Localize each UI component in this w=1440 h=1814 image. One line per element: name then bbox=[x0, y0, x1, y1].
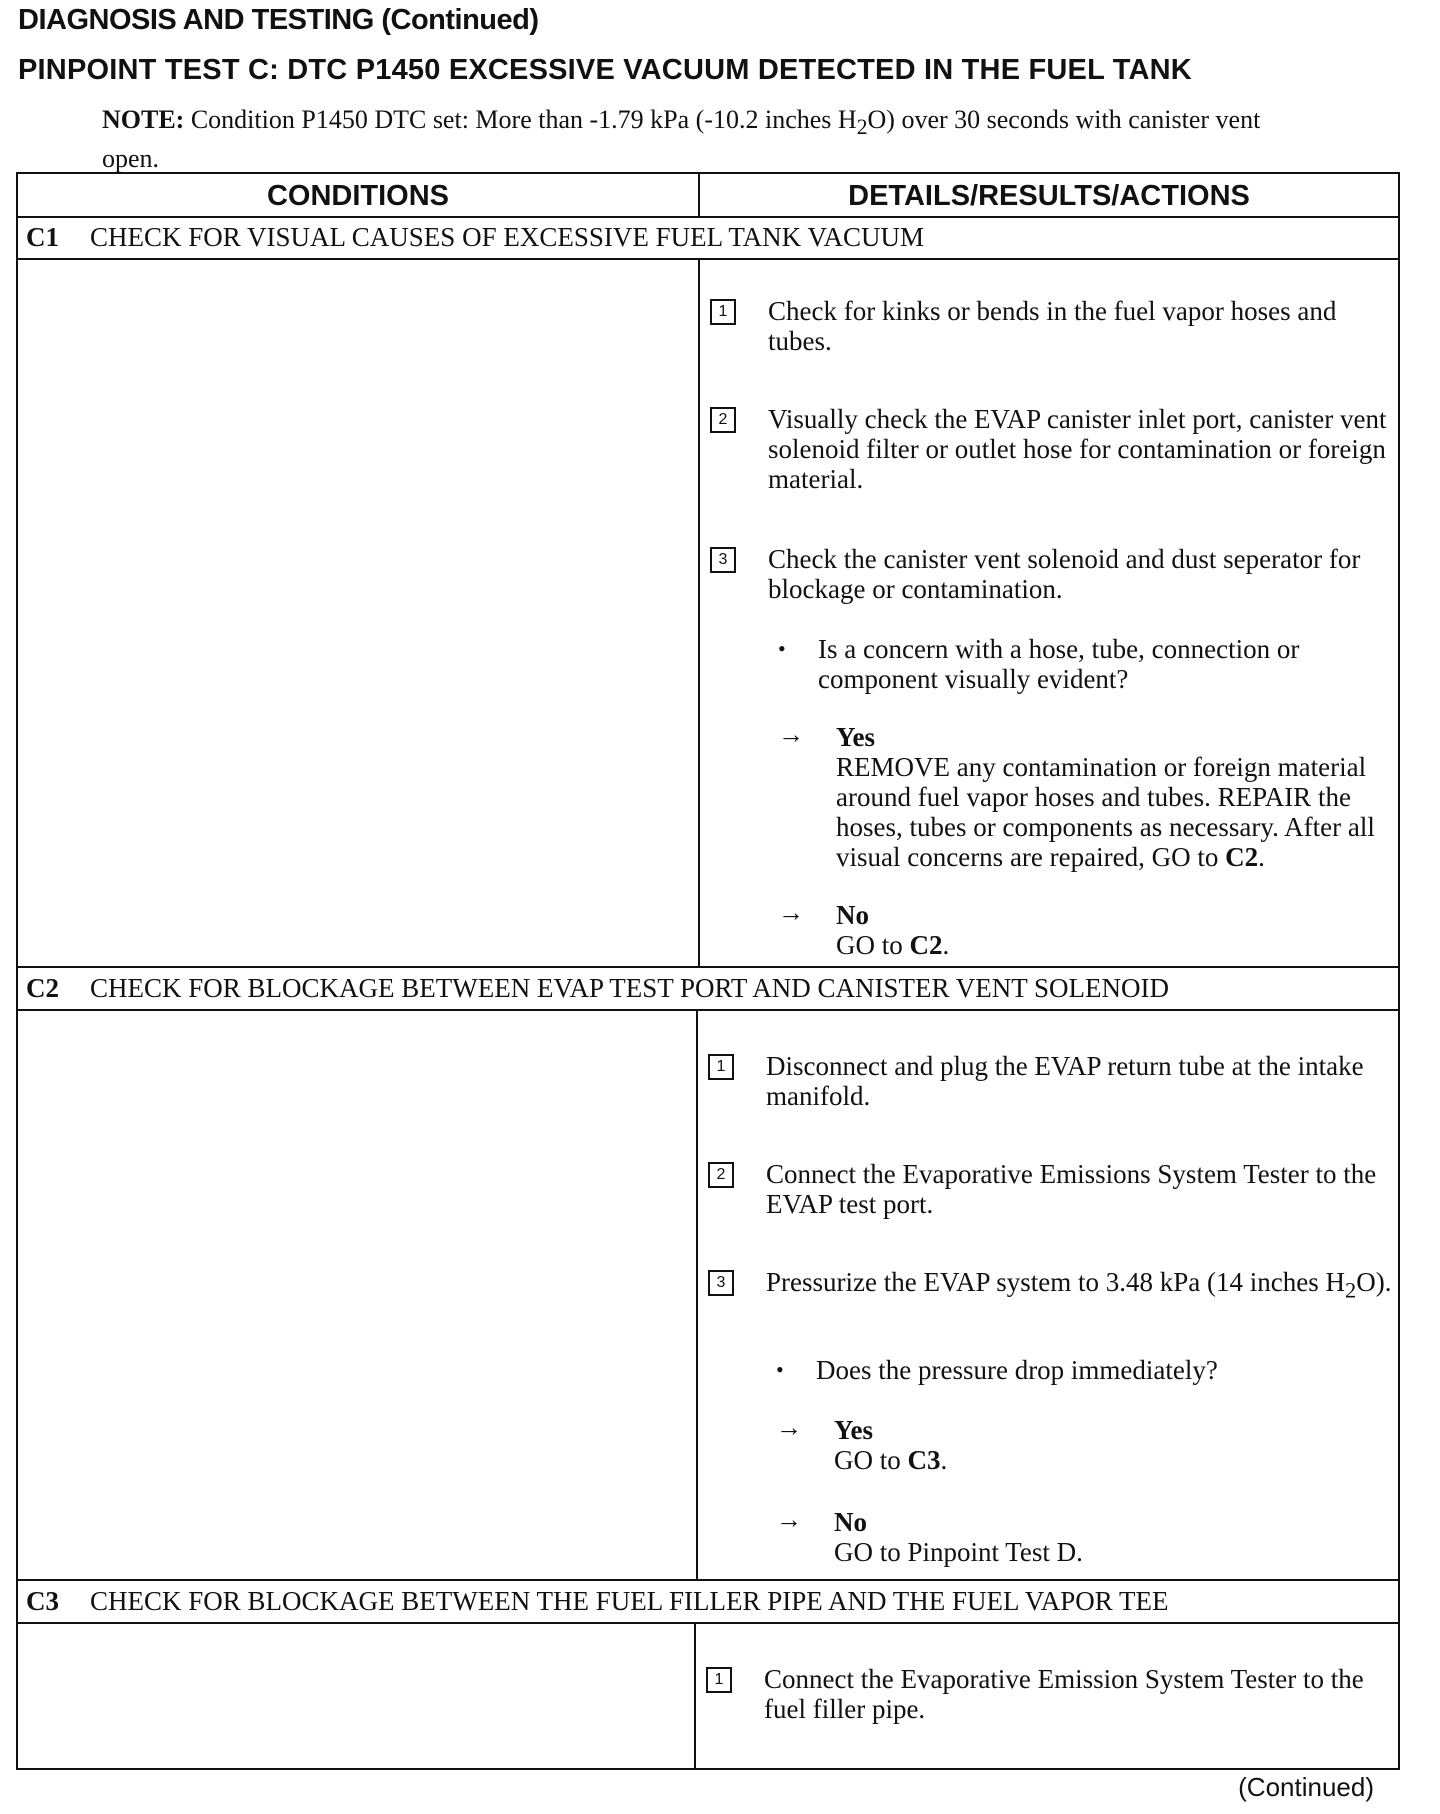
section-c3-heading bbox=[26, 1584, 1169, 1618]
question-bullet bbox=[778, 634, 1398, 694]
step-number-box: 1 bbox=[710, 299, 736, 325]
bullet-icon: • bbox=[778, 636, 786, 661]
response-text: GO to C2. bbox=[836, 930, 950, 960]
step-number-box: 3 bbox=[708, 1270, 734, 1296]
step-number-box: 3 bbox=[710, 547, 736, 573]
arrow-right-icon: → bbox=[778, 898, 804, 927]
divider bbox=[696, 1011, 698, 1579]
note-label: NOTE: bbox=[102, 105, 185, 134]
section-code: C2 bbox=[26, 973, 59, 1003]
column-header-details: DETAILS/RESULTS/ACTIONS bbox=[848, 180, 1250, 212]
note-subscript: 2 bbox=[856, 115, 868, 140]
section-c1-details bbox=[710, 260, 1400, 966]
note-paragraph bbox=[102, 104, 1302, 174]
step-text: Check for kinks or bends in the fuel vapor hoses and tubes. bbox=[768, 296, 1337, 356]
note-text-after: O) over 30 seconds with canister vent open. bbox=[102, 105, 1261, 174]
section-c2-heading bbox=[26, 971, 1169, 1005]
response-text: GO to C3. bbox=[834, 1445, 948, 1475]
step-number-box: 1 bbox=[708, 1054, 734, 1080]
response-no bbox=[778, 900, 1398, 960]
section-c1-heading bbox=[26, 220, 924, 254]
step-number-box: 1 bbox=[706, 1667, 732, 1693]
pinpoint-table bbox=[16, 172, 1400, 1770]
divider bbox=[698, 174, 700, 218]
response-label: No bbox=[836, 900, 869, 930]
divider bbox=[18, 1579, 1398, 1581]
pinpoint-test-title: PINPOINT TEST C: DTC P1450 EXCESSIVE VACUUM DETECTED IN THE FUEL TANK bbox=[18, 54, 1192, 86]
step-item bbox=[710, 404, 1400, 494]
question-text: Is a concern with a hose, tube, connection or component visually evident? bbox=[818, 634, 1300, 694]
divider bbox=[698, 260, 700, 966]
step-text: Connect the Evaporative Emission System Tester to the fuel filler pipe. bbox=[764, 1664, 1364, 1724]
column-header-conditions: CONDITIONS bbox=[266, 180, 450, 212]
section-c3-details bbox=[706, 1624, 1396, 1770]
response-text: GO to Pinpoint Test D. bbox=[834, 1537, 1083, 1567]
step-number-box: 2 bbox=[708, 1162, 734, 1188]
step-number-box: 2 bbox=[710, 407, 736, 433]
step-item bbox=[710, 544, 1400, 604]
section-c2-details bbox=[708, 1011, 1398, 1579]
arrow-right-icon: → bbox=[778, 720, 804, 749]
question-text: Does the pressure drop immediately? bbox=[816, 1355, 1218, 1385]
arrow-right-icon: → bbox=[776, 1505, 802, 1534]
divider bbox=[694, 1624, 696, 1770]
step-item bbox=[708, 1267, 1398, 1327]
step-item bbox=[706, 1664, 1396, 1724]
response-no bbox=[776, 1507, 1396, 1567]
divider bbox=[18, 216, 1398, 218]
response-yes bbox=[778, 722, 1398, 902]
response-text: REMOVE any contamination or foreign material around fuel vapor hoses and tubes. REPAIR the hoses, tubes or components as necessary. After all visual concerns are repaired, GO to C2. bbox=[836, 752, 1375, 872]
step-text: Disconnect and plug the EVAP return tube at the intake manifold. bbox=[766, 1051, 1364, 1111]
question-bullet bbox=[776, 1355, 1396, 1387]
step-item bbox=[710, 296, 1400, 356]
section-code: C3 bbox=[26, 1586, 59, 1616]
section-title: CHECK FOR BLOCKAGE BETWEEN EVAP TEST PORT AND CANISTER VENT SOLENOID bbox=[90, 973, 1169, 1003]
step-text: Visually check the EVAP canister inlet port, canister vent solenoid filter or outlet hose for contamination or foreign material. bbox=[768, 404, 1387, 494]
section-code: C1 bbox=[26, 222, 59, 252]
step-text: Pressurize the EVAP system to 3.48 kPa (14 inches $H_2O$). bbox=[766, 1267, 1392, 1303]
note-text: Condition P1450 DTC set: More than -1.79 kPa (-10.2 inches H bbox=[190, 105, 857, 134]
continued-label: (Continued) bbox=[1238, 1772, 1374, 1802]
step-text: Check the canister vent solenoid and dust seperator for blockage or contamination. bbox=[768, 544, 1361, 604]
step-item bbox=[708, 1159, 1398, 1219]
step-text: Connect the Evaporative Emissions System Tester to the EVAP test port. bbox=[766, 1159, 1377, 1219]
page-title: DIAGNOSIS AND TESTING (Continued) bbox=[18, 4, 539, 36]
response-label: Yes bbox=[834, 1415, 873, 1445]
section-title: CHECK FOR VISUAL CAUSES OF EXCESSIVE FUEL TANK VACUUM bbox=[90, 222, 924, 252]
response-yes bbox=[776, 1415, 1396, 1475]
response-label: No bbox=[834, 1507, 867, 1537]
section-title: CHECK FOR BLOCKAGE BETWEEN THE FUEL FILLER PIPE AND THE FUEL VAPOR TEE bbox=[90, 1586, 1169, 1616]
arrow-right-icon: → bbox=[776, 1413, 802, 1442]
bullet-icon: • bbox=[776, 1357, 784, 1382]
divider bbox=[18, 966, 1398, 968]
step-item bbox=[708, 1051, 1398, 1111]
response-label: Yes bbox=[836, 722, 875, 752]
